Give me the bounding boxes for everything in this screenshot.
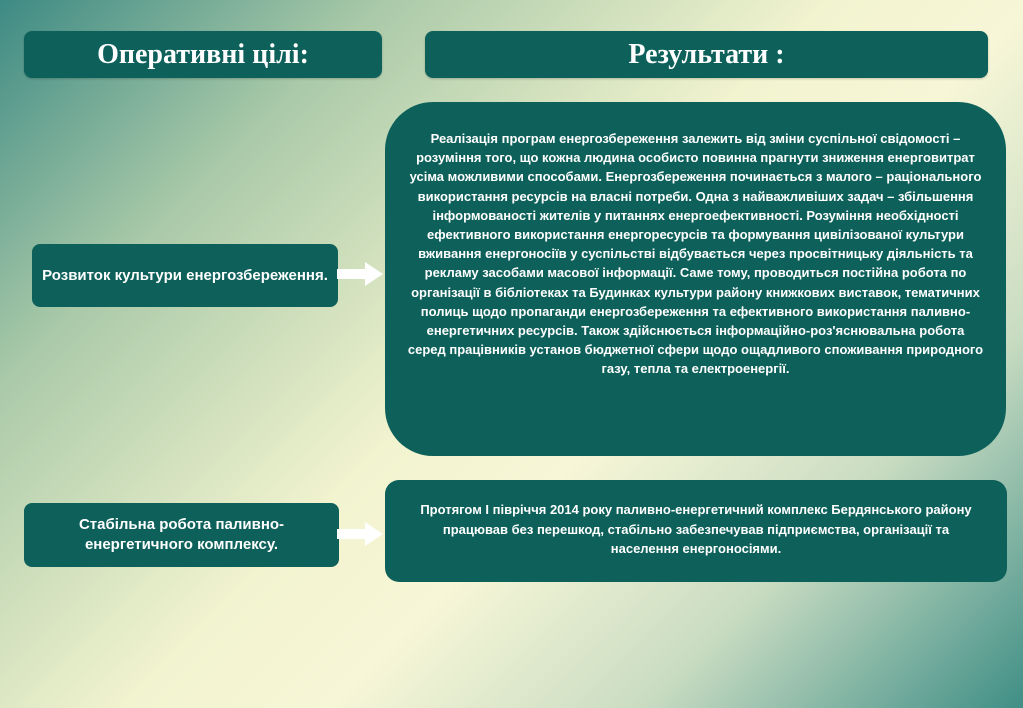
operational-goals-header: [24, 31, 382, 78]
goal-text: Стабільна робота паливно-енергетичного комплексу.: [78, 516, 285, 553]
arrow-right-icon: [337, 520, 387, 548]
arrow-right-icon: [337, 260, 387, 288]
operational-goals-header-label: Оперативні цілі:: [97, 38, 309, 70]
result-box-energy-culture: [385, 102, 1006, 456]
result-box-fuel-energy-complex: [385, 480, 1007, 582]
result-text: Реалізація програм енергозбереження залежить від зміни суспільної свідомості – розуміння того, що кожна людина особисто повинна прагнути зниження енерговитрат усіма можливими способами. Енергозбереження починається з малого – раціонального використання ресурсів на власні потреби. Одна з найважливіших задач – збільшення інформованості жителів у питаннях енергоефективності. Розуміння необхідності ефективного використання енергоресурсів та формування цивілізованої культури вживання енергоносіїв у суспільстві відбувається через просвітницьку діяльність та рекламу засобами масової інформації. Саме тому, проводиться постійна робота по організації в бібліотеках та Будинках культури району книжкових виставок, тематичних полиць щодо пропаганди енергозбереження та ефективного використання паливно-енергетичних ресурсів. Також здійснюється інформаційно-роз'яснювальна робота серед працівників установ бюджетної сфери щодо ощадливого споживання природного газу, тепла та електроенергії.: [407, 131, 984, 377]
goal-box-fuel-energy-complex: [24, 503, 339, 567]
result-text: Протягом І півріччя 2014 року паливно-енергетичний комплекс Бердянського району працював без перешкод, стабільно забезпечував підприємства, організації та населення енергоносіями.: [420, 502, 972, 556]
goal-box-energy-culture: [32, 244, 338, 307]
goal-text: Розвиток культури енергозбереження.: [42, 266, 328, 284]
results-header: [425, 31, 988, 78]
results-header-label: Результати :: [628, 38, 785, 70]
